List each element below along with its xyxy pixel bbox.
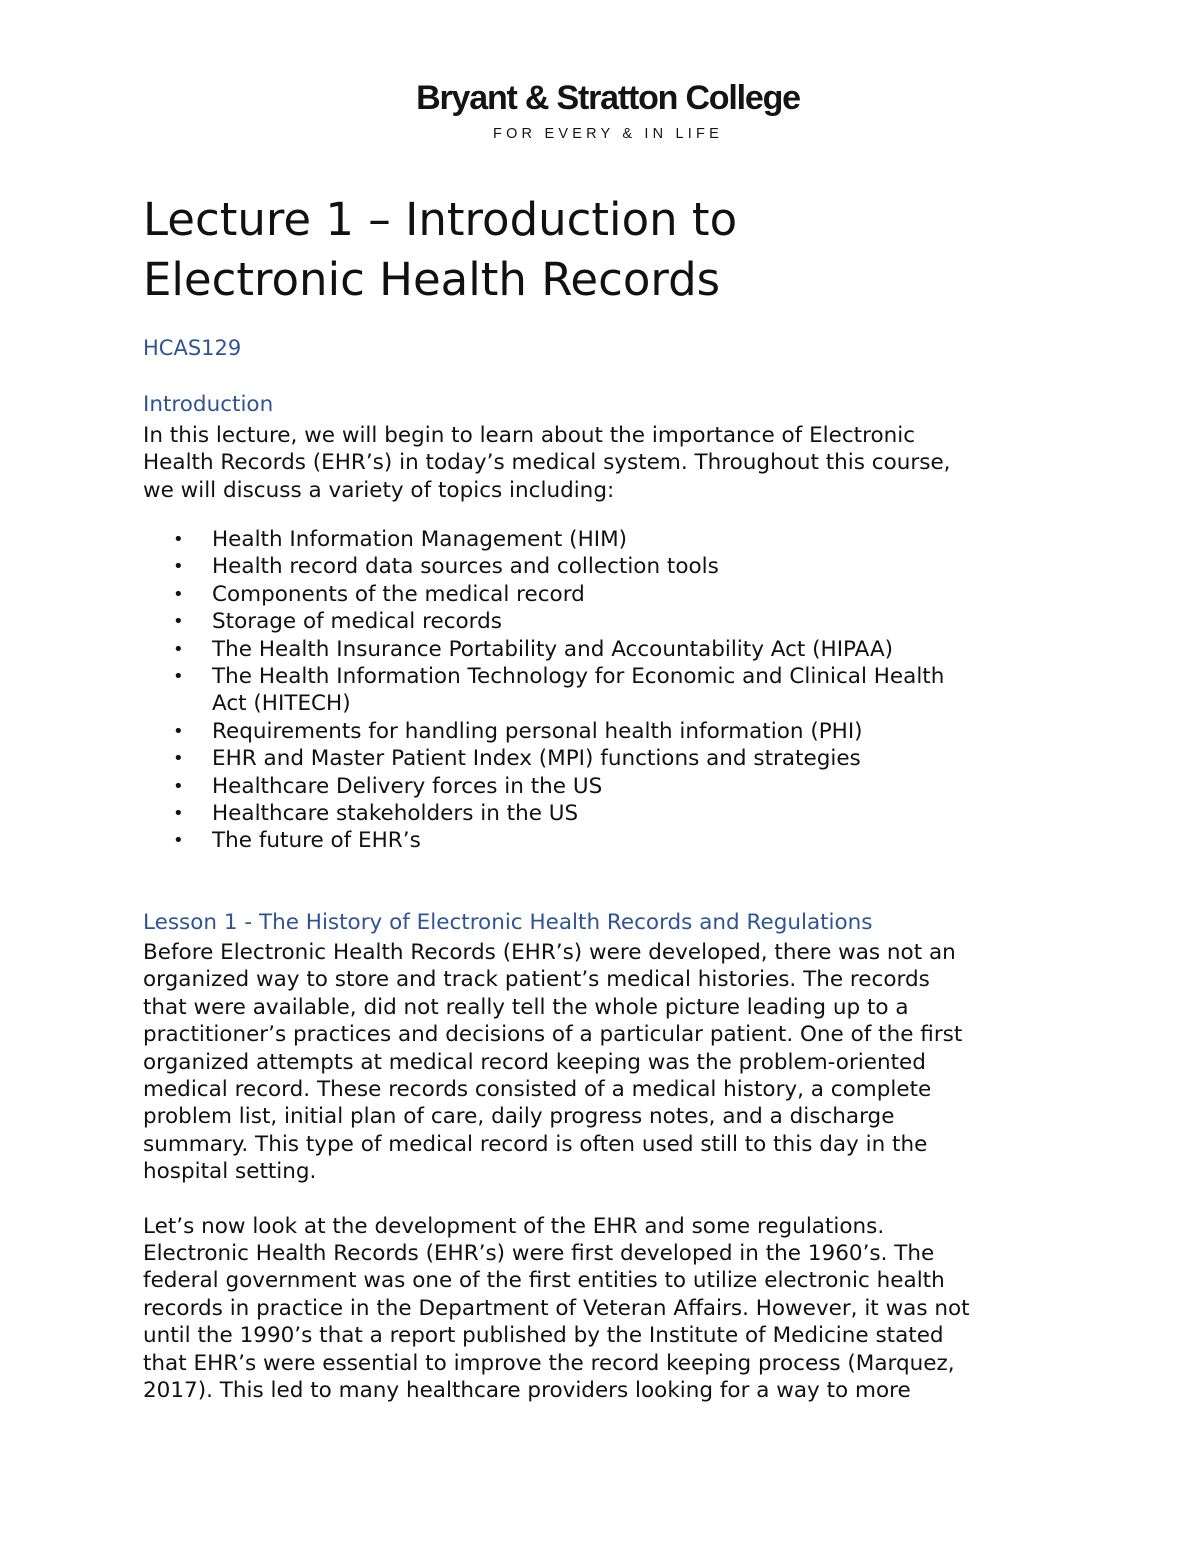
- list-item: • Health record data sources and collection tools: [173, 554, 719, 580]
- bullet-icon: •: [173, 666, 184, 688]
- lesson-1-section: [143, 908, 970, 1405]
- logo-tagline: FOR EVERY & IN LIFE: [493, 126, 723, 142]
- bullet-icon: •: [173, 611, 184, 633]
- bullet-icon: •: [173, 720, 184, 742]
- paragraph-line: that EHR’s were essential to improve the record keeping process (Marquez,: [143, 1350, 955, 1376]
- list-item: • The Health Insurance Portability and Accountability Act (HIPAA): [173, 636, 894, 662]
- course-code: HCAS129: [143, 336, 242, 360]
- introduction-paragraph: [143, 422, 951, 504]
- list-item: • EHR and Master Patient Index (MPI) functions and strategies: [173, 746, 861, 772]
- paragraph-line: medical record. These records consisted of a medical history, a complete: [143, 1077, 932, 1103]
- intro-line: In this lecture, we will begin to learn about the importance of Electronic: [143, 423, 916, 448]
- bullet-icon: •: [173, 775, 184, 797]
- paragraph-line: organized way to store and track patient’s medical histories. The records: [143, 967, 930, 993]
- bullet-icon: •: [173, 830, 184, 852]
- paragraph-line: summary. This type of medical record is often used still to this day in the: [143, 1131, 928, 1157]
- list-item: • Storage of medical records: [173, 609, 502, 635]
- paragraph-line: organized attempts at medical record keeping was the problem-oriented: [143, 1049, 926, 1075]
- list-item: • The future of EHR’s: [173, 828, 421, 854]
- list-item: • Requirements for handling personal health information (PHI): [173, 718, 863, 744]
- paragraph-line: hospital setting.: [143, 1159, 317, 1185]
- title-line-1: Lecture 1 – Introduction to: [143, 193, 738, 246]
- intro-line: Health Records (EHR’s) in today’s medical system. Throughout this course,: [143, 450, 951, 476]
- introduction-section: [143, 390, 951, 504]
- paragraph-line: practitioner’s practices and decisions of a particular patient. One of the first: [143, 1022, 963, 1048]
- lesson-1-paragraph-1: [143, 939, 970, 1186]
- list-item: • Healthcare Delivery forces in the US: [173, 773, 603, 799]
- paragraph-line: Before Electronic Health Records (EHR’s) were developed, there was not an: [143, 940, 956, 965]
- introduction-heading: Introduction: [143, 392, 274, 417]
- bullet-icon: •: [173, 638, 184, 660]
- paragraph-line: problem list, initial plan of care, daily progress notes, and a discharge: [143, 1104, 895, 1130]
- logo-college-name: Bryant & Stratton College: [416, 79, 800, 117]
- paragraph-line: Let’s now look at the development of the EHR and some regulations.: [143, 1213, 885, 1239]
- paragraph-line: federal government was one of the first entities to utilize electronic health: [143, 1268, 945, 1294]
- lesson-1-paragraph-2: [143, 1213, 970, 1405]
- lesson-1-heading: Lesson 1 - The History of Electronic Health Records and Regulations: [143, 910, 873, 935]
- bullet-icon: •: [173, 583, 184, 605]
- bullet-icon: •: [173, 556, 184, 578]
- list-item: • Components of the medical record: [173, 581, 585, 607]
- intro-line: we will discuss a variety of topics including:: [143, 477, 615, 503]
- list-item: • Health Information Management (HIM): [173, 527, 628, 552]
- topics-list: [173, 526, 944, 855]
- list-item: • Healthcare stakeholders in the US: [173, 801, 579, 827]
- college-logo: [398, 78, 818, 142]
- bullet-icon: •: [173, 748, 184, 770]
- paragraph-line: until the 1990’s that a report published by the Institute of Medicine stated: [143, 1323, 944, 1349]
- paragraph-line: 2017). This led to many healthcare providers looking for a way to more: [143, 1378, 911, 1404]
- paragraph-line: that were available, did not really tell the whole picture leading up to a: [143, 994, 909, 1020]
- title-line-2: Electronic Health Records: [143, 253, 721, 306]
- page-title: [143, 190, 737, 310]
- paragraph-line: Electronic Health Records (EHR’s) were first developed in the 1960’s. The: [143, 1241, 935, 1267]
- bullet-icon: •: [173, 529, 184, 550]
- paragraph-line: records in practice in the Department of Veteran Affairs. However, it was not: [143, 1295, 970, 1321]
- list-item: • The Health Information Technology for Economic and Clinical Health Act (HITECH): [173, 664, 945, 717]
- bullet-icon: •: [173, 803, 184, 825]
